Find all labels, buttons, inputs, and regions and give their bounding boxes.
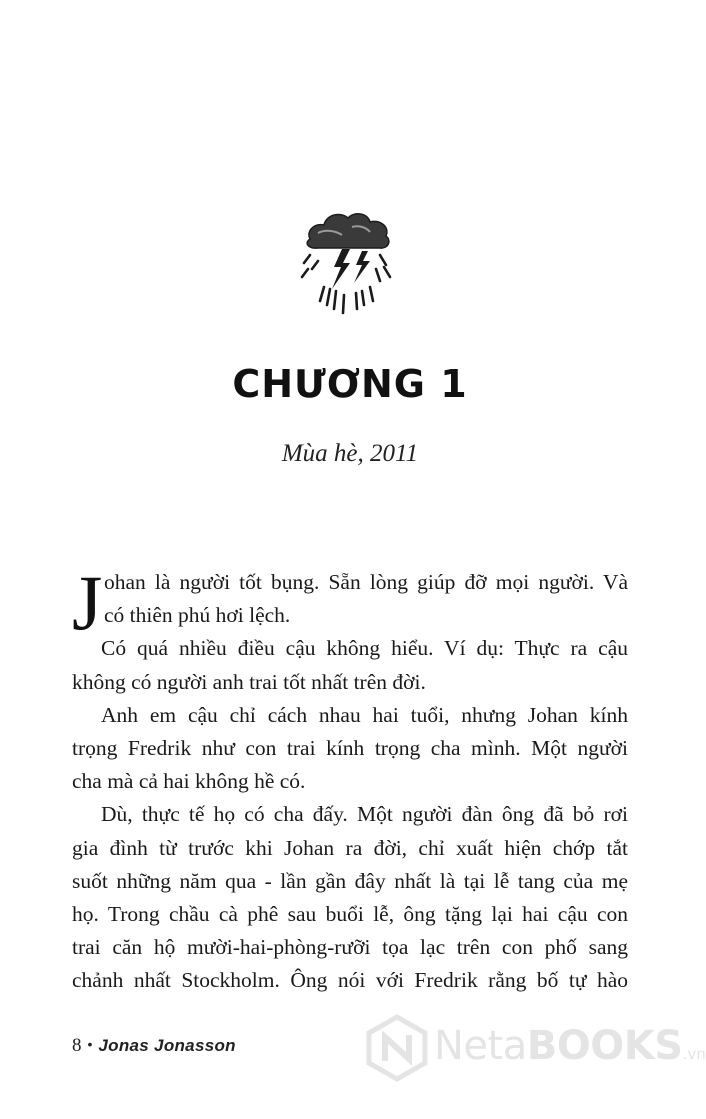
text-line: họ. Trong chầu cà phê sau buổi lễ, ông tặng lại hai cậu con bbox=[72, 902, 628, 927]
text-line: Có quá nhiều điều cậu không hiểu. Ví dụ: Thực ra cậu bbox=[101, 636, 628, 661]
text-line: suốt những năm qua - lần gần đây nhất là tại lễ tang của mẹ bbox=[72, 868, 628, 893]
watermark bbox=[366, 1013, 706, 1083]
footer-separator: • bbox=[87, 1036, 93, 1052]
text-line: có thiên phú hơi lệch. bbox=[104, 603, 291, 628]
author-name: Jonas Jonasson bbox=[98, 1036, 236, 1055]
storm-cloud-illustration bbox=[296, 205, 402, 327]
text-line: trai căn hộ mười-hai-phòng-rưỡi tọa lạc trên con phố sang bbox=[72, 935, 628, 960]
text-line: gia đình từ trước khi Johan ra đời, chỉ xuất hiện chớp tắt bbox=[72, 835, 628, 860]
text-line: cha mà cả hai không hề có. bbox=[72, 769, 306, 794]
watermark-suffix: .vn bbox=[682, 1045, 706, 1063]
watermark-light: Neta bbox=[434, 1023, 527, 1069]
drop-cap: J bbox=[72, 559, 103, 646]
chapter-subtitle: Mùa hè, 2011 bbox=[281, 440, 419, 467]
watermark-bold: BOOKS bbox=[526, 1023, 683, 1069]
body-text bbox=[72, 559, 628, 998]
text-line: Anh em cậu chỉ cách nhau hai tuổi, nhưng Johan kính bbox=[101, 702, 628, 727]
text-line: chảnh nhất Stockholm. Ông nói với Fredrik rằng bố tự hào bbox=[72, 968, 628, 993]
paragraph-2 bbox=[72, 632, 628, 698]
page-footer bbox=[72, 1035, 236, 1057]
text-line: ohan là người tốt bụng. Sẵn lòng giúp đỡ mọi người. Và bbox=[104, 570, 628, 594]
text-line: trọng Fredrik như con trai kính trọng cha mình. Một người bbox=[72, 736, 628, 761]
paragraph-3 bbox=[72, 699, 628, 799]
watermark-text bbox=[434, 1023, 706, 1069]
paragraph-1 bbox=[72, 559, 628, 646]
text-line: Dù, thực tế họ có cha đấy. Một người đàn ông đã bỏ rơi bbox=[101, 802, 628, 827]
storm-cloud-icon bbox=[307, 214, 389, 248]
netabooks-logo-icon bbox=[366, 1015, 428, 1081]
page-number: 8 bbox=[72, 1035, 82, 1056]
lightning-icon bbox=[332, 249, 370, 289]
paragraph-4 bbox=[72, 798, 628, 997]
text-line: không có người anh trai tốt nhất trên đời. bbox=[72, 669, 426, 694]
chapter-title: CHƯƠNG 1 bbox=[232, 362, 468, 406]
